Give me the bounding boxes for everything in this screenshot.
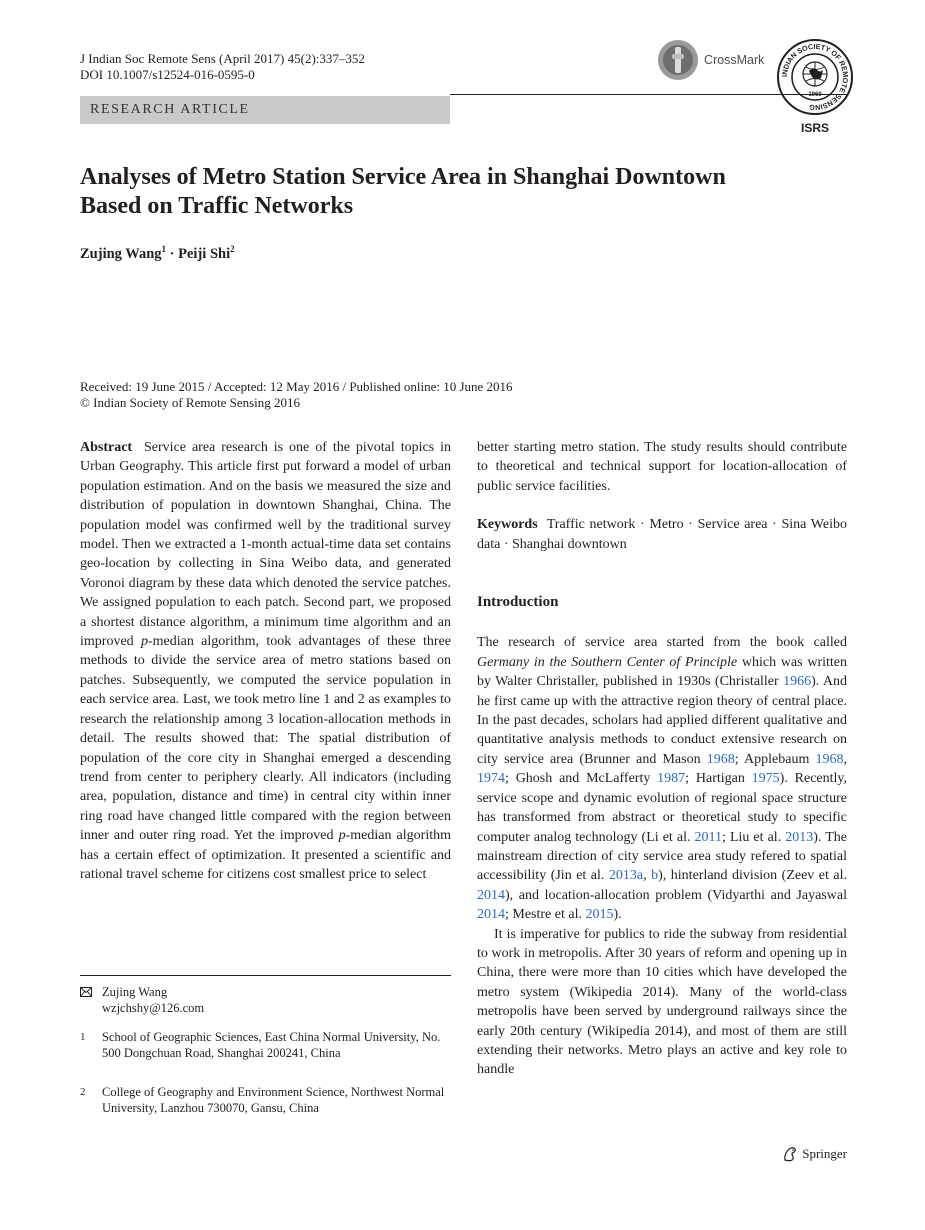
intro-text: ). The mainstream direction of city service area study refered to spatial accessibility (Jin et al. xyxy=(477,829,847,884)
affiliation-1-text: School of Geographic Sciences, East China Normal University, No. 500 Dongchuan Road, Shanghai 200241, China xyxy=(102,1030,441,1060)
isrs-seal-icon xyxy=(776,38,854,116)
history-dates: Received: 19 June 2015 / Accepted: 12 May 2016 / Published online: 10 June 2016 xyxy=(80,379,513,394)
copyright: © Indian Society of Remote Sensing 2016 xyxy=(80,395,301,410)
keywords-label: Keywords xyxy=(477,517,538,533)
corresponding-author-email[interactable]: wzjchshy@126.com xyxy=(102,1001,205,1015)
title-line-2: Based on Traffic Networks xyxy=(80,193,354,219)
intro-text: ; Applebaum xyxy=(734,751,816,767)
intro-text: The research of service area started from the book called xyxy=(477,635,847,651)
abstract-text-3: -median algorithm has a certain effect of optimization. It presented a scientific and rational travel scheme for citizens cost smallest price to select xyxy=(80,828,451,882)
author-list xyxy=(80,244,235,263)
crossmark-label: CrossMark xyxy=(704,53,765,67)
book-title: Germany in the Southern Center of Principle xyxy=(477,654,738,670)
abstract-continued: better starting metro station. The study results should contribute to theoretical and technical support for location-allocation of public service facilities. xyxy=(477,440,847,494)
affiliation-2-mark: 2 xyxy=(80,1086,86,1098)
abstract xyxy=(80,438,451,884)
citation-link[interactable]: 2011 xyxy=(694,829,722,845)
citation-link[interactable]: 1975 xyxy=(751,771,780,787)
citation-link[interactable]: 1974 xyxy=(477,771,505,787)
affiliation-2-text: College of Geography and Environment Science, Northwest Normal University, Lanzhou 730070, Gansu, China xyxy=(102,1085,445,1115)
intro-text: which was written by Walter Christaller, published in 1930s (Christaller xyxy=(477,654,847,690)
isrs-seal-year: 1969 xyxy=(808,92,822,98)
intro-text: , xyxy=(643,868,652,884)
citation-link[interactable]: 2013 xyxy=(785,829,814,845)
abstract-p-italic-2: p xyxy=(338,828,346,844)
footnote-rule xyxy=(80,975,451,976)
intro-text: ), hinterland division (Zeev et al. xyxy=(658,868,847,884)
citation-link[interactable]: 2013a xyxy=(608,868,644,884)
abstract-p-italic-1: p xyxy=(140,634,148,650)
corresponding-author xyxy=(80,984,451,1016)
publication-dates xyxy=(80,379,513,411)
right-column xyxy=(477,438,847,1080)
abstract-label: Abstract xyxy=(80,440,133,455)
intro-text: ; Mestre et al. xyxy=(505,907,586,923)
corresponding-author-name: Zujing Wang xyxy=(102,985,168,999)
citation-link[interactable]: 1987 xyxy=(657,771,686,787)
author-2[interactable]: Peiji Shi xyxy=(178,245,231,262)
isrs-label: ISRS xyxy=(800,121,829,135)
citation-link[interactable]: 2014 xyxy=(477,907,505,923)
author-1[interactable]: Zujing Wang xyxy=(80,245,162,262)
affiliation-2 xyxy=(80,1084,451,1116)
intro-paragraph-1 xyxy=(477,633,847,924)
intro-text: ), and location-allocation problem (Vidyarthi and Jayaswal xyxy=(505,887,847,903)
keywords-text: Traffic network · Metro · Service area · Sina Weibo data · Shanghai downtown xyxy=(477,517,847,552)
intro-text: ; Liu et al. xyxy=(722,829,786,845)
citation-link[interactable]: 2014 xyxy=(477,887,505,903)
citation-link[interactable]: 1968 xyxy=(706,751,735,767)
springer-horse-icon xyxy=(782,1146,798,1162)
author-separator: · xyxy=(166,245,179,262)
intro-text: ). xyxy=(613,907,622,923)
abstract-text-1: Service area research is one of the pivotal topics in Urban Geography. This article first put forward a model of urban population estimation. And on the basis we measured the size and distribution of population in downtown Shanghai, China. The population model was confirmed well by the traditional survey model. Then we extracted a 1-month actual-time data set contains geo-location by collecting in Sina Weibo data, and generated Voronoi diagram by these data which denoted the service patches. We assigned population to each patch. Second part, we proposed a shortest distance algorithm, a minimum time algorithm and an improved xyxy=(80,440,451,650)
isrs-logo xyxy=(776,38,854,135)
affiliation-1 xyxy=(80,1029,451,1061)
article-type-label: RESEARCH ARTICLE xyxy=(90,102,250,117)
citation-link[interactable]: 2015 xyxy=(585,907,614,923)
intro-text: ; Ghosh and McLafferty xyxy=(505,771,658,787)
citation-link[interactable]: 1966 xyxy=(783,674,812,690)
title-line-1: Analyses of Metro Station Service Area in Shanghai Downtown xyxy=(80,164,726,190)
intro-text: , xyxy=(843,751,847,767)
publisher-name: Springer xyxy=(802,1146,847,1161)
author-2-affiliation: 2 xyxy=(230,244,235,254)
intro-text: ; Hartigan xyxy=(685,771,752,787)
citation-link[interactable]: b xyxy=(651,868,659,884)
abstract-text-2: -median algorithm, took advantages of these three methods to divide the service area of metro stations based on patches. Subsequently, we computed the service population in each service area. Last, we took metro line 1 and 2 as examples to research the relationship among 3 location-allocation methods in detail. The results showed that: The spatial distribution of population of the core city in Shanghai emerged a descending trend from center to periphery clearly. All indicators (including area, population, distance and time) in central city within inner ring road have changed little compared with the region between inner and outer ring road. Yet the improved xyxy=(80,634,452,844)
publisher-logo xyxy=(782,1146,847,1162)
crossmark-badge[interactable] xyxy=(656,38,764,82)
left-column xyxy=(80,438,451,884)
section-heading-introduction: Introduction xyxy=(477,594,559,611)
crossmark-icon xyxy=(656,38,700,82)
intro-paragraph-2: It is imperative for publics to ride the subway from residential to work in metropolis. After 30 years of reform and opening up in China, there were more than 10 cities which have developed the metro system (Wikipedia 2014). Many of the world-class metropolis have been served by underground railways since the early 20th century (Wikipedia 2014), and most of them are still extending their networks. Metro plays an active and key role to handle xyxy=(477,926,847,1078)
author-1-affiliation: 1 xyxy=(161,244,167,254)
article-title xyxy=(80,163,820,221)
affiliation-1-mark: 1 xyxy=(80,1031,86,1043)
keywords xyxy=(477,515,847,554)
journal-citation: J Indian Soc Remote Sens (April 2017) 45(2):337–352 xyxy=(80,51,365,66)
envelope-icon xyxy=(80,984,92,1002)
intro-text: ). Recently, service scope and dynamic evolution of regional space structure has transformed from abstract or theoretical study to specific computer analog technology (Li et al. xyxy=(477,771,847,845)
citation-link[interactable]: 1968 xyxy=(815,751,844,767)
article-type-banner xyxy=(80,96,450,124)
isrs-seal-text: INDIAN SOCIETY OF REMOTE SENSING xyxy=(779,41,851,113)
intro-text: ). And he first came up with the attractive region theory of central place. In the past decades, scholars had applied different qualitative and quantitative analysis methods to conduct extensive research on city service area (Brunner and Mason xyxy=(477,674,847,767)
doi[interactable]: DOI 10.1007/s12524-016-0595-0 xyxy=(80,67,255,82)
